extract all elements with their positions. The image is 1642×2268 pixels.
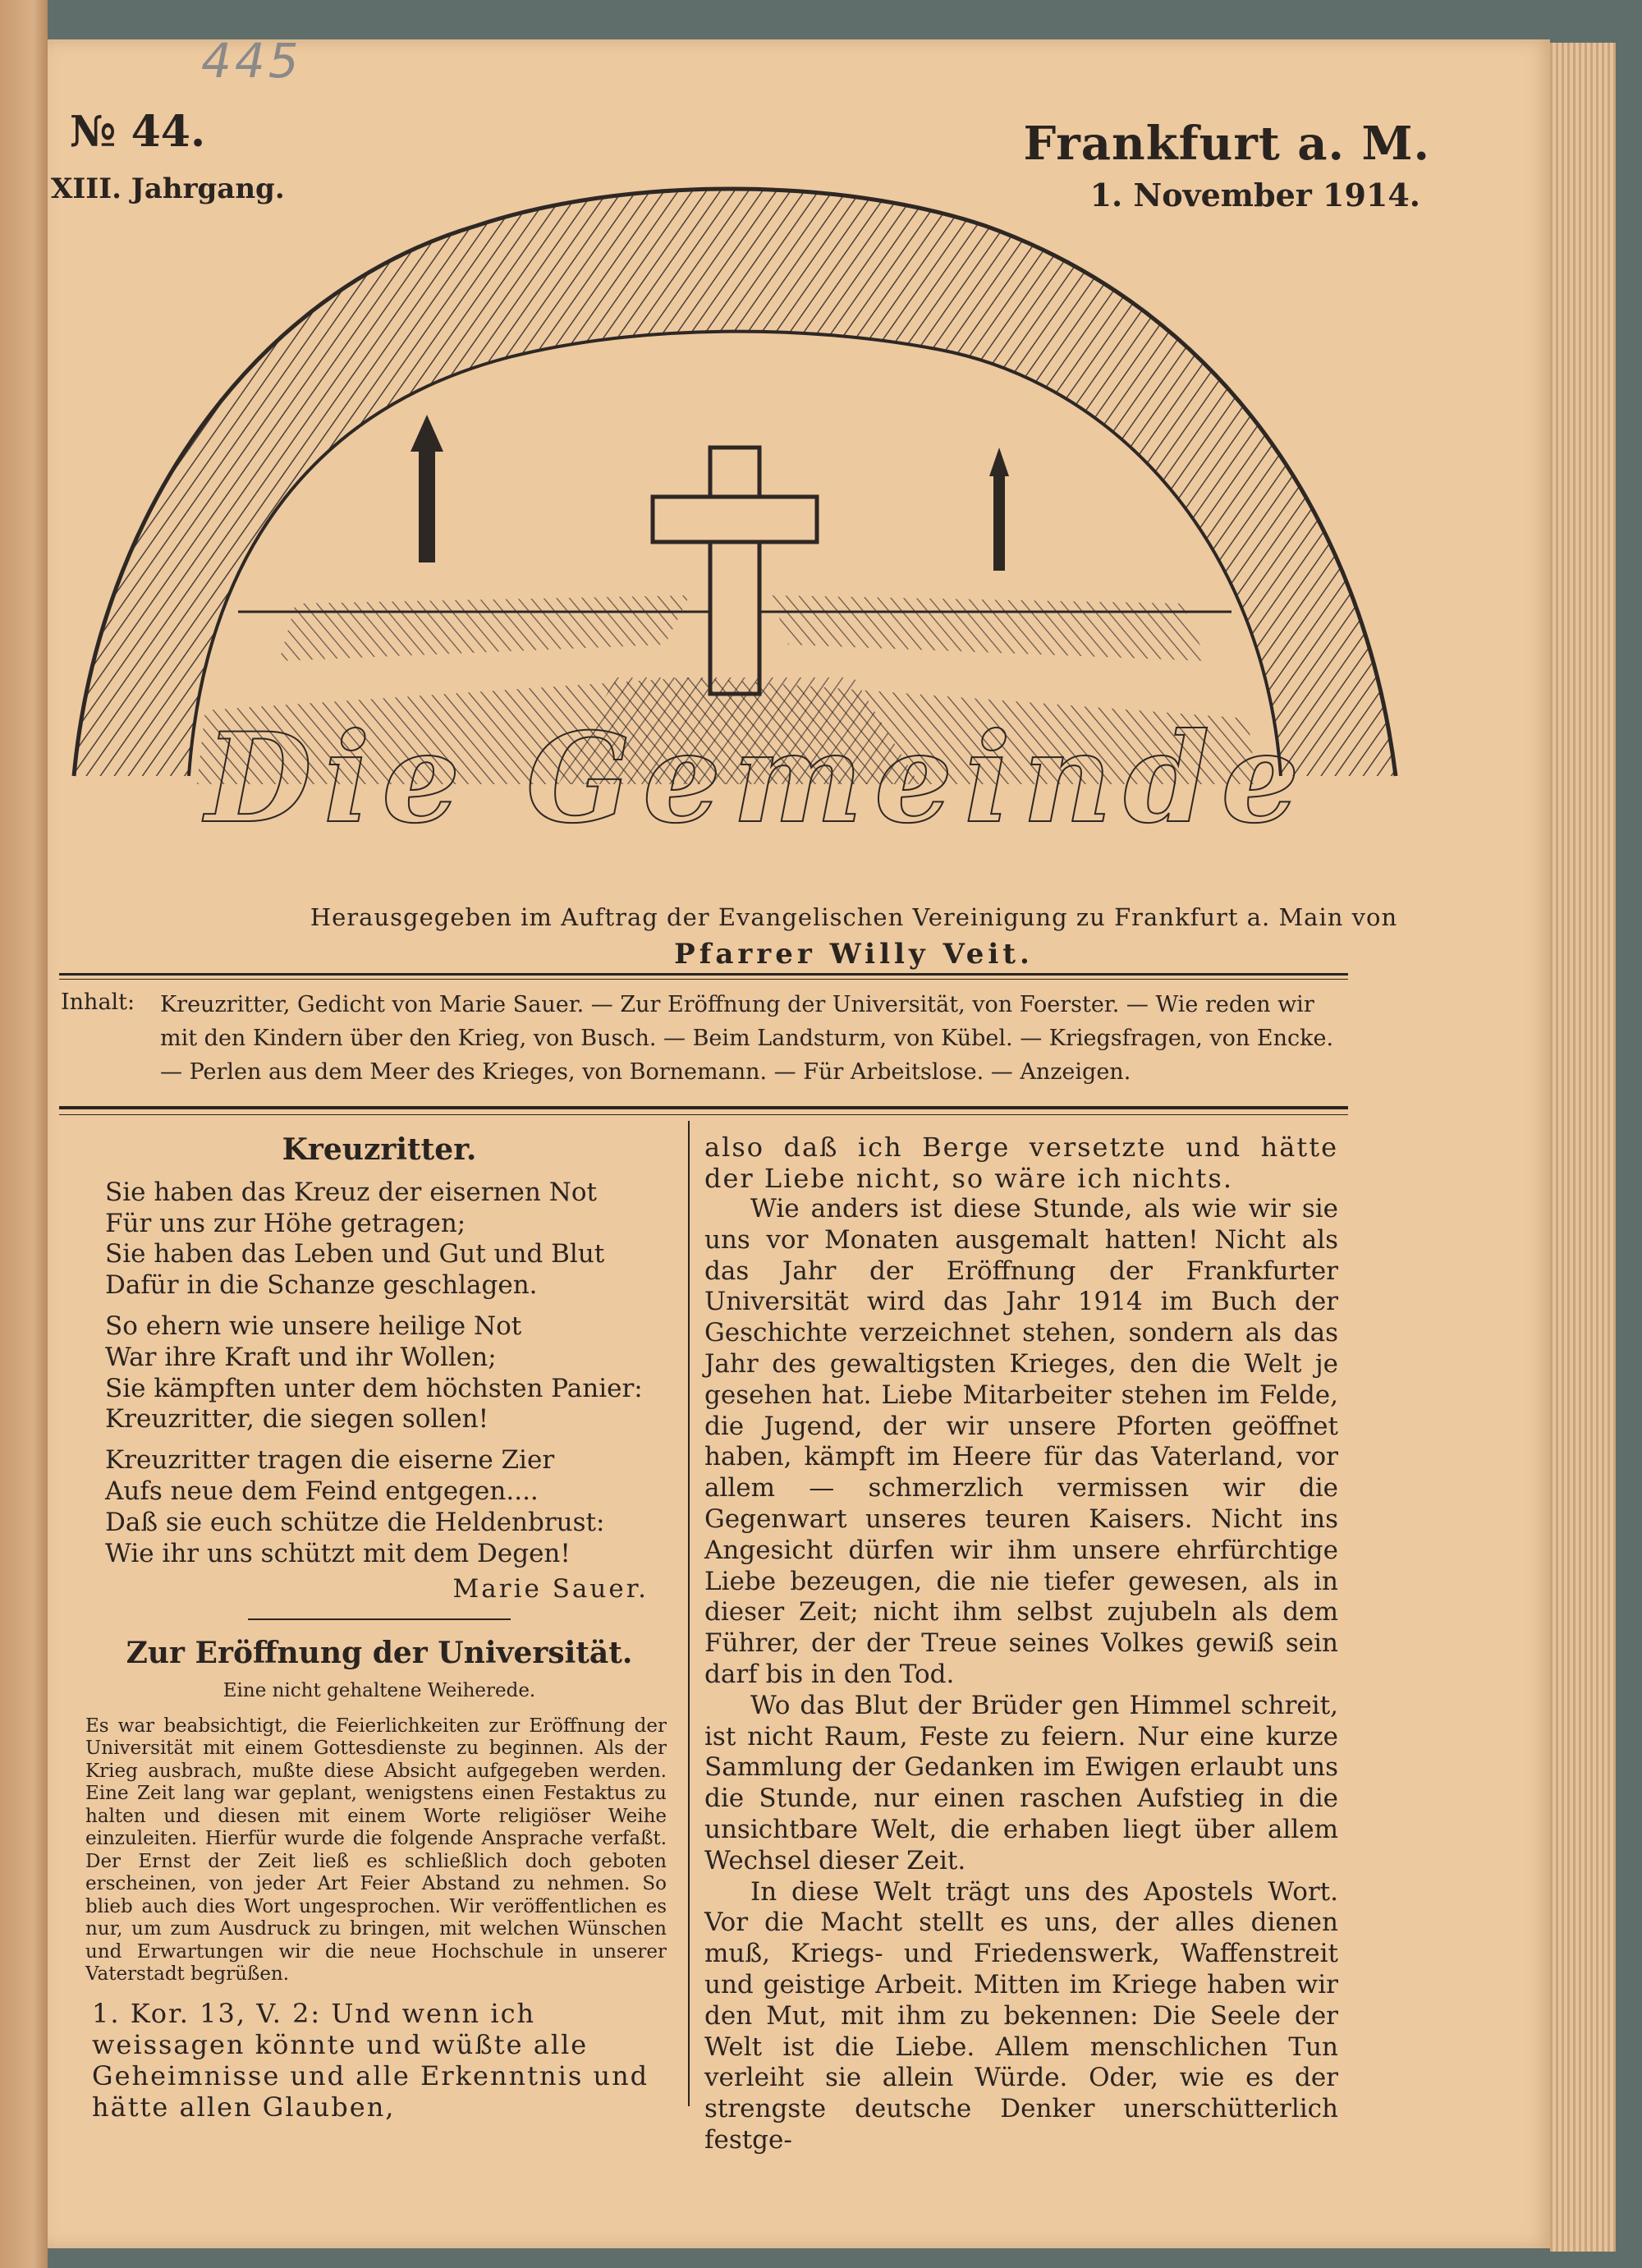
poem-line: So ehern wie unsere heilige Not — [105, 1311, 522, 1341]
poem-author: Marie Sauer. — [452, 1574, 649, 1605]
contents-label: Inhalt: — [61, 989, 135, 1015]
divider — [59, 973, 1348, 976]
volume-label: XIII. Jahrgang. — [51, 172, 285, 205]
poem-stanza — [105, 1445, 667, 1569]
editorial-note: Es war beabsichtigt, die Feierlichkeiten zur Eröffnung der Universität mit einem Gottesdienste zu beginnen. Als der Krieg ausbrach, mußte diese Absicht aufgegeben werden. Eine Zeit lang war geplant, wenigstens einen Festaktus zu halten und diesen mit einem Worte religiöser Weihe einzuleiten. Hierfür wurde die folgende Ansprache verfaßt. Der Ernst der Zeit ließ es schließlich doch geboten erscheinen, von jeder Art Feier Abstand zu nehmen. So blieb auch dies Wort ungesprochen. Wir veröffentlichen es nur, um zum Ausdruck zu bringen, mit welchen Wünschen und Erwartungen wir die neue Hochschule in unserer Vaterstadt begrüßen. — [85, 1715, 667, 1986]
article-paragraph: Wie anders ist diese Stunde, als wie wir sie uns vor Monaten ausgemalt hatten! Nicht als das Jahr der Eröffnung der Frankfurter Universität wird das Jahr 1914 im Buch der Geschichte verzeichnet stehen, sondern als das Jahr des gewaltigsten Krieges, den die Welt je gesehen hat. Liebe Mitarbeiter stehen im Felde, die Jugend, der wir unsere Pforten geöffnet haben, kämpft im Heere für das Vaterland, vor allem — schmerzlich vermissen wir die Gegenwart unseres teuren Kaisers. Nicht ins Angesicht dürfen wir ihm unsere ehrfürchtige Liebe bezeugen, die nie tiefer gewesen, als in dieser Zeit; nicht ihm selbst zujubeln als dem Führer, der der Treue seines Volkes gewiß sein darf bis in den Tod. — [704, 1194, 1338, 1689]
issue-date: 1. November 1914. — [1089, 177, 1420, 213]
publisher-line: Herausgegeben im Auftrag der Evangelischen Vereinigung zu Frankfurt a. Main von — [310, 903, 1398, 931]
divider — [59, 1106, 1348, 1109]
poem-line: Dafür in die Schanze geschlagen. — [105, 1270, 538, 1301]
poem-line: Daß sie euch schütze die Heldenbrust: — [105, 1507, 605, 1537]
article-subtitle: Eine nicht gehaltene Weiherede. — [222, 1679, 536, 1701]
city-label: Frankfurt a. M. — [1023, 117, 1430, 171]
contents-line: — Perlen aus dem Meer des Krieges, von Bornemann. — Für Arbeitslose. — Anzeigen. — [160, 1059, 1131, 1085]
poem-line: Sie kämpften unter dem höchsten Panier: — [105, 1373, 643, 1403]
poem-stanza — [105, 1178, 667, 1302]
contents-line: mit den Kindern über den Krieg, von Busch. — Beim Landsturm, von Kübel. — Kriegsfragen, von Encke. — [160, 1026, 1334, 1051]
section-divider — [248, 1618, 511, 1620]
poem-title: Kreuzritter. — [282, 1132, 477, 1167]
handwritten-page-number: 445 — [201, 33, 302, 89]
right-column — [704, 1132, 1338, 2156]
divider — [59, 1114, 1348, 1115]
issue-number: № 44. — [70, 107, 206, 157]
poem-line: Sie haben das Leben und Gut und Blut — [105, 1239, 605, 1269]
book-spine-left — [0, 0, 48, 2268]
poem-line: Sie haben das Kreuz der eisernen Not — [105, 1177, 597, 1207]
left-column — [85, 1132, 667, 2123]
poem-line: Kreuzritter tragen die eiserne Zier — [105, 1445, 555, 1476]
masthead-title: Die Gemeinde — [205, 706, 1311, 851]
poem-line: Kreuzritter, die siegen sollen! — [105, 1404, 489, 1435]
bible-verse-continued: also daß ich Berge versetzte und hätte der Liebe nicht, so wäre ich nichts. — [704, 1132, 1338, 1194]
poem-line: Wie ihr uns schützt mit dem Degen! — [105, 1538, 571, 1568]
page-stack-edge — [1550, 43, 1616, 2252]
column-divider — [688, 1121, 690, 2106]
table-of-contents — [160, 988, 1351, 1089]
poem-line: War ihre Kraft und ihr Wollen; — [105, 1342, 497, 1372]
contents-line: Kreuzritter, Gedicht von Marie Sauer. — Zur Eröffnung der Universität, von Foerster. — Wie reden wir — [160, 992, 1314, 1017]
article-paragraph: In diese Welt trägt uns des Apostels Wort. Vor die Macht stellt es uns, der alles dienen muß, Kriegs- und Friedenswerk, Waffenstreit und geistige Arbeit. Mitten im Kriege haben wir den Mut, mit ihm zu bekennen: Die Seele der Welt ist die Liebe. Allem menschlichen Tun verleiht sie allein Würde. Oder, wie es der strengste deutsche Denker unerschütterlich festge- — [704, 1876, 1338, 2155]
divider — [59, 979, 1348, 980]
article-title: Zur Eröffnung der Universität. — [126, 1636, 633, 1671]
poem-stanza — [105, 1311, 667, 1435]
bible-verse: 1. Kor. 13, V. 2: Und wenn ich weissagen könnte und wüßte alle Geheimnisse und alle Erkenntnis und hätte allen Glauben, — [92, 1997, 649, 2123]
article-paragraph: Wo das Blut der Brüder gen Himmel schreit, ist nicht Raum, Feste zu feiern. Nur eine kurze Sammlung der Gedanken im Ewigen erlaubt uns die Stunde, nur einen raschen Aufstieg in die unsichtbare Welt, die erhaben liegt über allem Wechsel dieser Zeit. — [704, 1690, 1338, 1875]
editor-name: Pfarrer Willy Veit. — [674, 938, 1034, 971]
poem-line: Aufs neue dem Feind entgegen.... — [105, 1476, 539, 1506]
poem-line: Für uns zur Höhe getragen; — [105, 1208, 466, 1238]
